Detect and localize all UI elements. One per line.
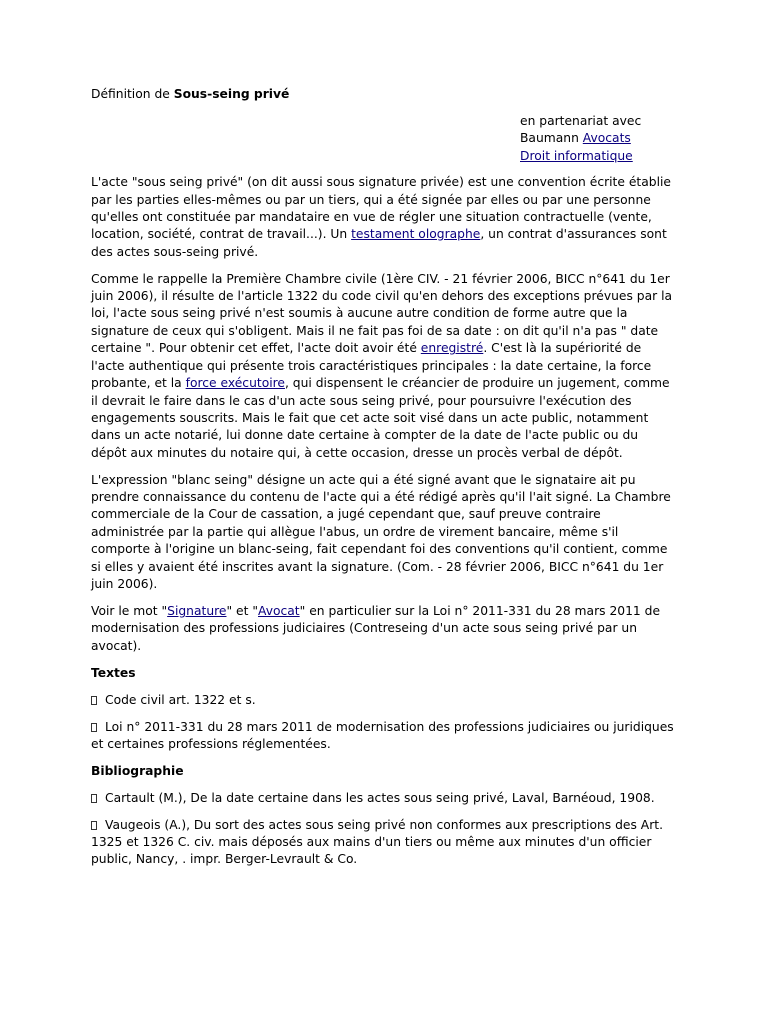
- paragraph-text: L'acte "sous seing privé" (on dit aussi sous signature privée) est une convention écrite établie par les parties elles-mêmes ou par un tiers, qui a été signée par elles ou par une personne qu'elles ont constituée par mandataire en vue de régler une situation contractuelle (vente, location, société, contrat de travail...). Un: [91, 175, 671, 242]
- paragraph-text: Voir le mot ": [91, 603, 168, 618]
- page-title: [91, 86, 675, 103]
- list-item-text: Cartault (M.), De la date certaine dans les actes sous seing privé, Laval, Barnéoud, 1908.: [105, 790, 655, 805]
- partner-firm: [520, 130, 675, 147]
- paragraph-text: " en particulier sur la Loi n° 2011-331 du 28 mars 2011 de modernisation des professions judiciaires (Contreseing d'un acte sous seing privé par un avocat).: [91, 603, 661, 653]
- enregistre-link[interactable]: enregistré: [420, 341, 484, 356]
- avocats-link[interactable]: Avocats: [582, 131, 631, 146]
- paragraph-text: " et ": [226, 603, 259, 618]
- textes-heading: [91, 665, 675, 682]
- paragraph-text: , un contrat d'assurances sont des actes sous-seing privé.: [91, 227, 667, 259]
- force-executoire-link[interactable]: force exécutoire: [185, 376, 285, 391]
- testament-olographe-link[interactable]: testament olographe: [351, 227, 481, 242]
- list-item: [91, 719, 675, 754]
- list-item-text: Code civil art. 1322 et s.: [105, 692, 256, 707]
- partner-topic: [520, 148, 675, 165]
- bibliographie-heading: [91, 763, 675, 780]
- droit-informatique-link[interactable]: Droit informatique: [520, 148, 633, 163]
- list-item: [91, 692, 675, 709]
- list-item: [91, 817, 675, 869]
- partner-block: [520, 113, 675, 165]
- paragraph-text: . C'est là la supériorité de l'acte authentique qui présente trois caractéristiques principales : la date certaine, la force probante, et la: [91, 341, 652, 391]
- title-term: Sous-seing privé: [173, 87, 290, 101]
- signature-link[interactable]: Signature: [167, 603, 227, 618]
- partner-firm-name: Baumann: [520, 131, 583, 146]
- bullet-icon: [91, 723, 97, 732]
- list-item: [91, 790, 675, 807]
- bullet-icon: [91, 821, 97, 830]
- textes-heading-label: Textes: [91, 665, 136, 680]
- bibliographie-heading-label: Bibliographie: [91, 763, 184, 778]
- paragraph-text: Comme le rappelle la Première Chambre civile (1ère CIV. - 21 février 2006, BICC n°641 du 1er juin 2006), il résulte de l'article 1322 du code civil qu'en dehors des exceptions prévues par la loi, l'acte sous seing privé n'est soumis à aucune autre condition de forme autre que la signature de ceux qui s'obligent. Mais il ne fait pas foi de sa date : on dit qu'il n'a pas " date certaine ". Pour obtenir cet effet, l'acte doit avoir été: [91, 271, 673, 356]
- paragraph-voir: [91, 603, 675, 655]
- title-prefix: Définition de: [91, 87, 174, 101]
- paragraph-premiere-chambre: [91, 271, 675, 462]
- bullet-icon: [91, 794, 97, 803]
- paragraph-definition: [91, 174, 675, 261]
- document-content: [91, 86, 675, 878]
- bullet-icon: [91, 696, 97, 705]
- partner-line: en partenariat avec: [520, 113, 642, 128]
- avocat-link[interactable]: Avocat: [258, 603, 300, 618]
- paragraph-text: , qui dispensent le créancier de produire un jugement, comme il devrait le faire dans le cas d'un acte sous seing privé, pour poursuivre l'exécution des engagements souscrits. Mais le fait que cet acte soit visé dans un acte public, notamment dans un acte notarié, lui donne date certaine à compter de la date de l'acte public ou du dépôt aux minutes du notaire qui, à cette occasion, dresse un procès verbal de dépôt.: [91, 376, 670, 460]
- paragraph-blanc-seing: L'expression "blanc seing" désigne un acte qui a été signé avant que le signataire ait pu prendre connaissance du contenu de l'acte qui a été rédigé après qu'il l'ait signé. La Chambre commerciale de la Cour de cassation, a jugé cependant que, sauf preuve contraire administrée par la partie qui allègue l'abus, un ordre de virement bancaire, même s'il comporte à l'origine un blanc-seing, fait cependant foi des conventions qu'il contient, comme si elles y avaient été inscrites avant la signature. (Com. - 28 février 2006, BICC n°641 du 1er juin 2006).: [91, 472, 671, 592]
- list-item-text: Loi n° 2011-331 du 28 mars 2011 de modernisation des professions judiciaires ou juridiques et certaines professions réglementées.: [91, 719, 674, 751]
- list-item-text: Vaugeois (A.), Du sort des actes sous seing privé non conformes aux prescriptions des Art. 1325 et 1326 C. civ. mais déposés aux mains d'un tiers ou même aux minutes d'un officier public, Nancy, . impr. Berger-Levrault & Co.: [91, 817, 663, 867]
